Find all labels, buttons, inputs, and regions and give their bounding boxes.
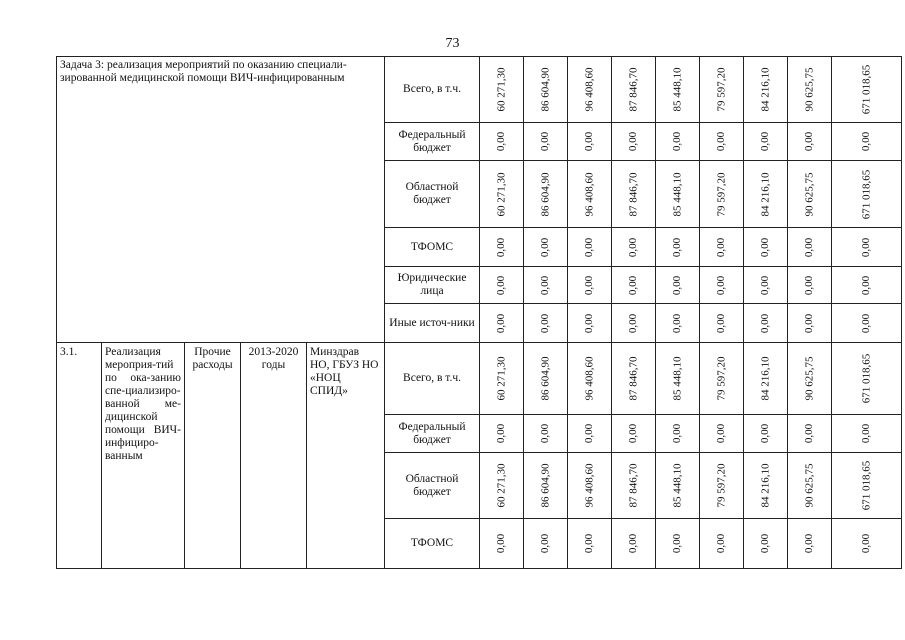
value-cell: 87 846,70 [612,453,656,519]
value-cell: 84 216,10 [744,343,788,415]
value-cell: 0,00 [744,228,788,267]
item-number: 3.1. [57,343,102,569]
value-cell: 0,00 [744,267,788,304]
total-cell: 0,00 [832,228,902,267]
item-category: Федеральный бюджет [385,415,480,453]
value-cell: 96 408,60 [568,161,612,228]
value-cell: 86 604,90 [524,453,568,519]
value-cell: 0,00 [524,228,568,267]
task-category: Федеральный бюджет [385,123,480,161]
value-cell: 0,00 [480,228,524,267]
value-cell: 0,00 [568,267,612,304]
value-cell: 0,00 [656,415,700,453]
executor: Минздрав НО, ГБУЗ НО «НОЦ СПИД» [307,343,385,569]
value-cell: 0,00 [480,267,524,304]
total-cell: 0,00 [832,415,902,453]
value-cell: 0,00 [656,267,700,304]
value-cell: 79 597,20 [700,161,744,228]
task-category: ТФОМС [385,228,480,267]
value-cell: 86 604,90 [524,161,568,228]
value-cell: 0,00 [656,304,700,343]
value-cell: 79 597,20 [700,57,744,123]
total-cell: 671 018,65 [832,343,902,415]
value-cell: 0,00 [700,228,744,267]
value-cell: 0,00 [788,228,832,267]
value-cell: 0,00 [744,304,788,343]
value-cell: 96 408,60 [568,57,612,123]
value-cell: 0,00 [524,267,568,304]
value-cell: 0,00 [612,228,656,267]
value-cell: 0,00 [568,304,612,343]
value-cell: 0,00 [788,519,832,569]
value-cell: 0,00 [524,519,568,569]
total-cell: 0,00 [832,519,902,569]
value-cell: 0,00 [568,123,612,161]
value-cell: 0,00 [656,123,700,161]
value-cell: 0,00 [700,123,744,161]
value-cell: 0,00 [744,415,788,453]
value-cell: 0,00 [612,123,656,161]
value-cell: 86 604,90 [524,343,568,415]
value-cell: 79 597,20 [700,343,744,415]
value-cell: 0,00 [700,304,744,343]
value-cell: 90 625,75 [788,57,832,123]
value-cell: 0,00 [612,267,656,304]
item-category: Областной бюджет [385,453,480,519]
value-cell: 85 448,10 [656,161,700,228]
value-cell: 0,00 [524,415,568,453]
value-cell: 60 271,30 [480,57,524,123]
value-cell: 86 604,90 [524,57,568,123]
value-cell: 60 271,30 [480,343,524,415]
value-cell: 0,00 [744,123,788,161]
value-cell: 0,00 [656,519,700,569]
total-cell: 671 018,65 [832,57,902,123]
value-cell: 0,00 [744,519,788,569]
item-row-0 [57,343,902,415]
value-cell: 0,00 [612,304,656,343]
value-cell: 90 625,75 [788,161,832,228]
value-cell: 87 846,70 [612,57,656,123]
value-cell: 90 625,75 [788,343,832,415]
value-cell: 0,00 [568,519,612,569]
value-cell: 85 448,10 [656,343,700,415]
page-number: 73 [445,36,460,51]
value-cell: 84 216,10 [744,453,788,519]
value-cell: 0,00 [788,304,832,343]
total-cell: 0,00 [832,267,902,304]
total-cell: 0,00 [832,304,902,343]
value-cell: 0,00 [568,228,612,267]
value-cell: 0,00 [480,304,524,343]
value-cell: 85 448,10 [656,453,700,519]
value-cell: 84 216,10 [744,161,788,228]
item-category: Всего, в т.ч. [385,343,480,415]
value-cell: 84 216,10 [744,57,788,123]
value-cell: 0,00 [480,123,524,161]
value-cell: 0,00 [612,415,656,453]
budget-table [56,56,902,569]
item-name: Реализация мероприя-тий по ока-занию спе-циализиро-ванной ме-дицинской помощи ВИЧ-инфициро-ванным [102,343,185,569]
value-cell: 0,00 [788,123,832,161]
value-cell: 0,00 [700,267,744,304]
value-cell: 87 846,70 [612,161,656,228]
value-cell: 0,00 [700,519,744,569]
period: 2013-2020 годы [241,343,307,569]
expense-type: Прочие расходы [185,343,241,569]
total-cell: 671 018,65 [832,161,902,228]
value-cell: 79 597,20 [700,453,744,519]
total-cell: 0,00 [832,123,902,161]
task-category: Всего, в т.ч. [385,57,480,123]
value-cell: 0,00 [788,415,832,453]
value-cell: 60 271,30 [480,161,524,228]
value-cell: 85 448,10 [656,57,700,123]
task-title: Задача 3: реализация мероприятий по оказанию специали-зированной медицинской помощи ВИЧ-инфицированным [57,57,385,343]
task-category: Юридические лица [385,267,480,304]
value-cell: 0,00 [480,519,524,569]
task-category: Областной бюджет [385,161,480,228]
task-row-0 [57,57,902,123]
value-cell: 87 846,70 [612,343,656,415]
value-cell: 96 408,60 [568,453,612,519]
item-category: ТФОМС [385,519,480,569]
value-cell: 0,00 [524,123,568,161]
value-cell: 96 408,60 [568,343,612,415]
value-cell: 0,00 [656,228,700,267]
value-cell: 0,00 [788,267,832,304]
total-cell: 671 018,65 [832,453,902,519]
value-cell: 0,00 [700,415,744,453]
value-cell: 0,00 [568,415,612,453]
task-category: Иные источ-ники [385,304,480,343]
value-cell: 0,00 [524,304,568,343]
value-cell: 0,00 [480,415,524,453]
value-cell: 90 625,75 [788,453,832,519]
value-cell: 60 271,30 [480,453,524,519]
value-cell: 0,00 [612,519,656,569]
